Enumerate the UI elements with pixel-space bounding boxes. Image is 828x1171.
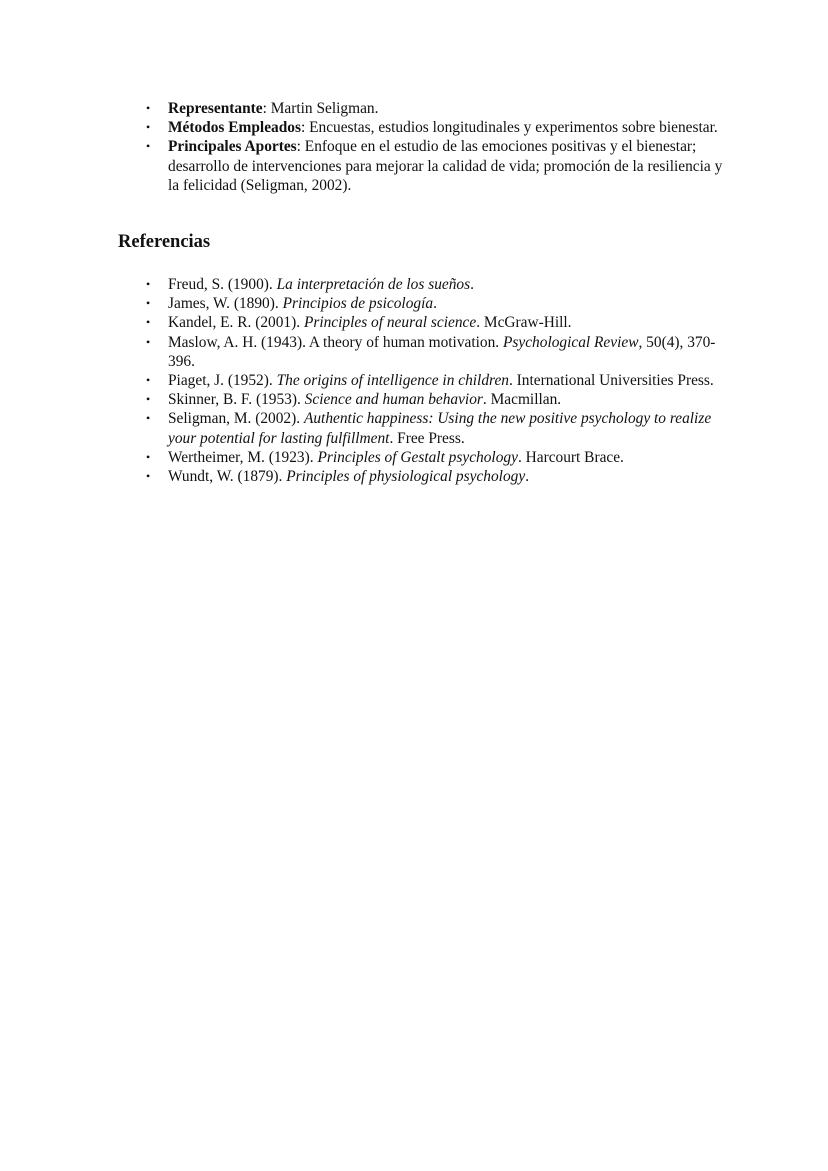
reference-item bbox=[146, 371, 728, 390]
ref-author: Skinner, B. F. (1953). bbox=[168, 391, 305, 409]
bullet-icon: • bbox=[146, 392, 151, 407]
reference-item bbox=[146, 390, 728, 409]
bullet-icon: • bbox=[146, 277, 151, 291]
ref-title: The origins of intelligence in children bbox=[276, 372, 509, 390]
ref-title: Principles of neural science bbox=[303, 314, 477, 332]
ref-publisher: . Free Press. bbox=[389, 429, 465, 447]
reference-item bbox=[146, 275, 728, 294]
bullet-icon: • bbox=[146, 139, 151, 154]
item-label: Representante bbox=[168, 100, 263, 117]
ref-publisher: . McGraw-Hill. bbox=[476, 314, 572, 332]
reference-item bbox=[146, 409, 728, 447]
item-text: : Martin Seligman. bbox=[262, 100, 379, 117]
reference-item bbox=[146, 294, 728, 313]
bullet-icon: • bbox=[146, 373, 151, 388]
ref-publisher: . bbox=[433, 295, 437, 313]
ref-title: Principles of Gestalt psychology bbox=[317, 448, 518, 466]
ref-author: Wundt, W. (1879). bbox=[168, 468, 287, 486]
ref-title: Principios de psicología bbox=[282, 295, 434, 313]
ref-publisher: . International Universities Press. bbox=[508, 372, 714, 390]
ref-author: Piaget, J. (1952). bbox=[168, 372, 277, 390]
references-list bbox=[146, 275, 728, 486]
bullet-icon: • bbox=[146, 469, 151, 484]
bullet-icon: • bbox=[146, 315, 151, 330]
ref-author: Kandel, E. R. (2001). bbox=[168, 314, 304, 332]
bullet-icon: • bbox=[146, 449, 151, 464]
bullet-icon: • bbox=[146, 334, 151, 349]
reference-item bbox=[146, 333, 728, 371]
ref-publisher: . Macmillan. bbox=[482, 391, 562, 409]
item-text: : Encuestas, estudios longitudinales y experimentos sobre bienestar. bbox=[300, 119, 718, 137]
ref-title: Authentic happiness: Using the new positive psychology to realize your potential for lasting fulfillment bbox=[168, 410, 712, 447]
item-label: Principales Aportes bbox=[168, 138, 297, 156]
ref-publisher: , 50(4), 370-396. bbox=[168, 333, 716, 370]
bullet-icon: • bbox=[146, 120, 151, 135]
bullet-icon: • bbox=[146, 411, 151, 426]
reference-item bbox=[146, 467, 728, 486]
list-item-metodos bbox=[146, 118, 728, 137]
seligman-details-list bbox=[146, 99, 728, 195]
bullet-icon: • bbox=[146, 296, 151, 311]
ref-publisher: . bbox=[525, 468, 530, 486]
item-text: : Enfoque en el estudio de las emociones positivas y el bienestar; desarrollo de intervenciones para mejorar la calidad de vida; promoción de la resiliencia y la felicidad (Seligman, 2002). bbox=[168, 138, 723, 194]
ref-author: James, W. (1890). bbox=[168, 295, 283, 313]
ref-author: Wertheimer, M. (1923). bbox=[168, 448, 318, 466]
item-label: Métodos Empleados bbox=[168, 119, 301, 137]
ref-title: Principles of physiological psychology bbox=[286, 468, 526, 486]
ref-author: Seligman, M. (2002). bbox=[168, 410, 304, 428]
ref-publisher: . Harcourt Brace. bbox=[517, 448, 624, 466]
ref-title: Psychological Review bbox=[503, 333, 639, 351]
list-item-aportes bbox=[146, 137, 728, 195]
reference-item bbox=[146, 448, 728, 467]
bullet-icon: • bbox=[146, 101, 151, 115]
ref-author: Freud, S. (1900). bbox=[168, 276, 277, 293]
ref-author: Maslow, A. H. (1943). A theory of human motivation. bbox=[168, 333, 503, 351]
ref-title: La interpretación de los sueños bbox=[276, 276, 471, 293]
ref-publisher: . bbox=[470, 276, 474, 293]
list-item-representante bbox=[146, 99, 728, 118]
ref-title: Science and human behavior bbox=[304, 391, 483, 409]
reference-item bbox=[146, 313, 728, 332]
references-heading: Referencias bbox=[118, 232, 211, 252]
